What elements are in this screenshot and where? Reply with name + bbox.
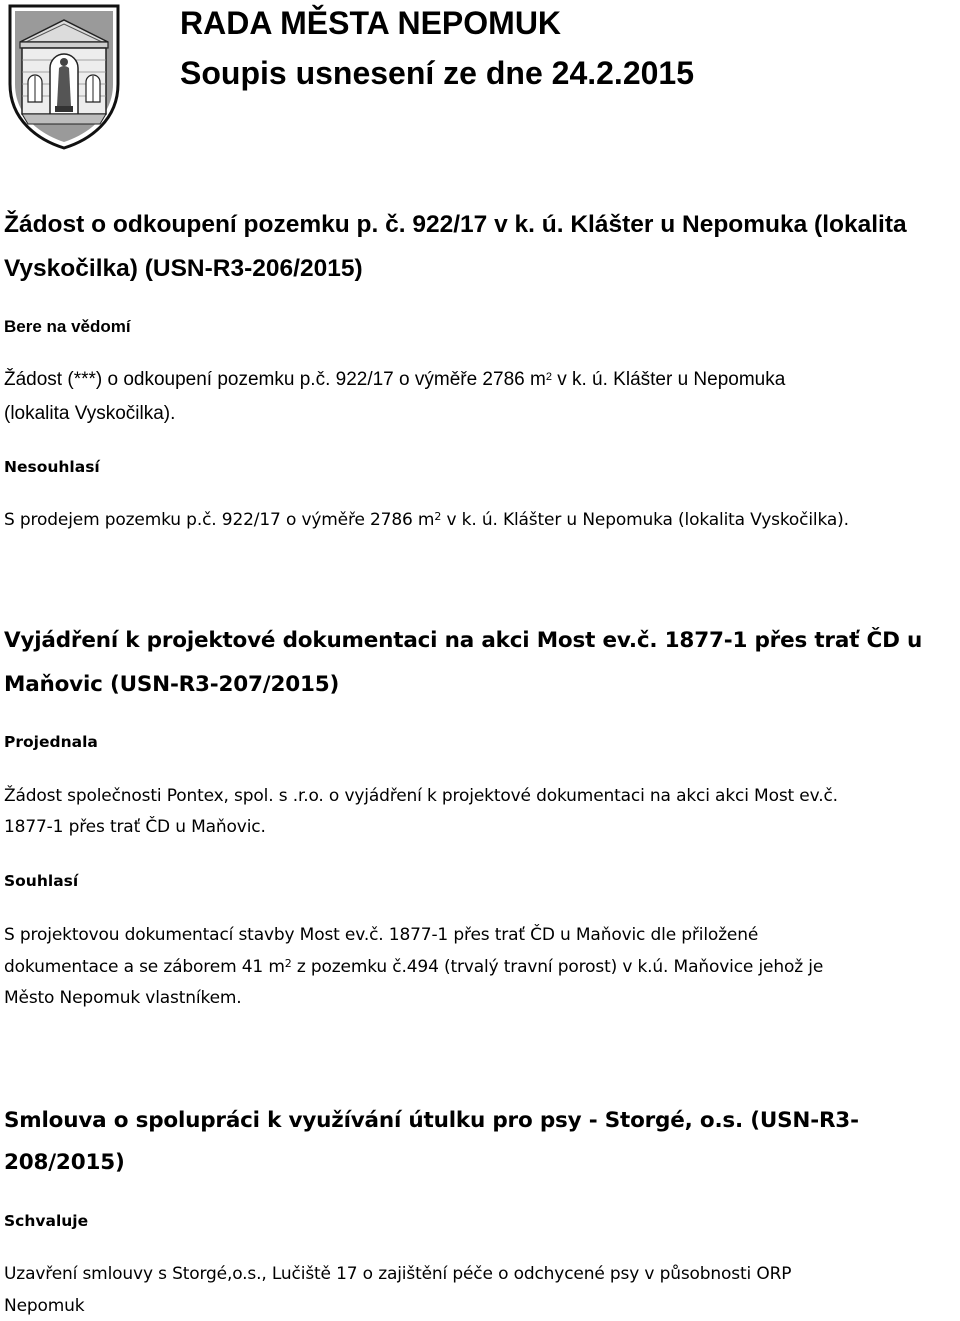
resolution-2-decision-line1: S projektovou dokumentací stavby Most ev.č. 1877-1 přes trať ČD u Maňovic dle přiložené (4, 925, 759, 945)
resolution-1-title-line2: Vyskočilka) (USN-R3-206/2015) (4, 255, 363, 282)
resolution-2-title-line1: Vyjádření k projektové dokumentaci na akci Most ev.č. 1877-1 přes trať ČD u (4, 628, 923, 653)
resolution-2-title-line2: Maňovic (USN-R3-207/2015) (4, 672, 340, 697)
resolution-3-status: Schvaluje (4, 1212, 89, 1230)
resolution-2-decision-line3: Město Nepomuk vlastníkem. (4, 988, 242, 1008)
resolution-3-title-line2: 208/2015) (4, 1150, 125, 1175)
coat-of-arms-logo (4, 2, 124, 152)
document-title: Soupis usnesení ze dne 24.2.2015 (180, 55, 694, 91)
council-title: RADA MĚSTA NEPOMUK (180, 5, 562, 41)
resolution-2-decision-line2: dokumentace a se záborem 41 $m^2$ z pozemku č.494 (trvalý travní porost) v k.ú. Maňovice jehož je (4, 957, 824, 977)
resolution-1-decision-text: S prodejem pozemku p.č. 922/17 o výměře 2786 $m^2$ v k. ú. Klášter u Nepomuka (lokalita Vyskočilka). (4, 510, 849, 530)
resolution-1-status: Bere na vědomí (4, 317, 131, 336)
resolution-3-text-line1: Uzavření smlouvy s Storgé,o.s., Lučiště 17 o zajištění péče o odchycené psy v působnosti ORP (4, 1264, 792, 1284)
resolution-2-request-line1: Žádost společnosti Pontex, spol. s .r.o. o vyjádření k projektové dokumentaci na akci akci Most ev.č. (4, 786, 838, 806)
resolution-1-title-line1: Žádost o odkoupení pozemku p. č. 922/17 v k. ú. Klášter u Nepomuka (lokalita (4, 211, 907, 238)
resolution-2-decision: Souhlasí (4, 872, 79, 890)
resolution-3-text-line2: Nepomuk (4, 1296, 85, 1316)
resolution-3-title-line1: Smlouva o spolupráci k využívání útulku pro psy - Storgé, o.s. (USN-R3- (4, 1108, 859, 1133)
resolution-2-status: Projednala (4, 733, 98, 751)
resolution-1-request-line2: (lokalita Vyskočilka). (4, 403, 176, 424)
resolution-2-request-line2: 1877-1 přes trať ČD u Maňovic. (4, 817, 266, 837)
resolution-1-request-line1: Žádost (***) o odkoupení pozemku p.č. 922/17 o výměře 2786 $m^2$ v k. ú. Klášter u Nepomuka (4, 369, 786, 390)
resolution-1-decision: Nesouhlasí (4, 458, 100, 476)
